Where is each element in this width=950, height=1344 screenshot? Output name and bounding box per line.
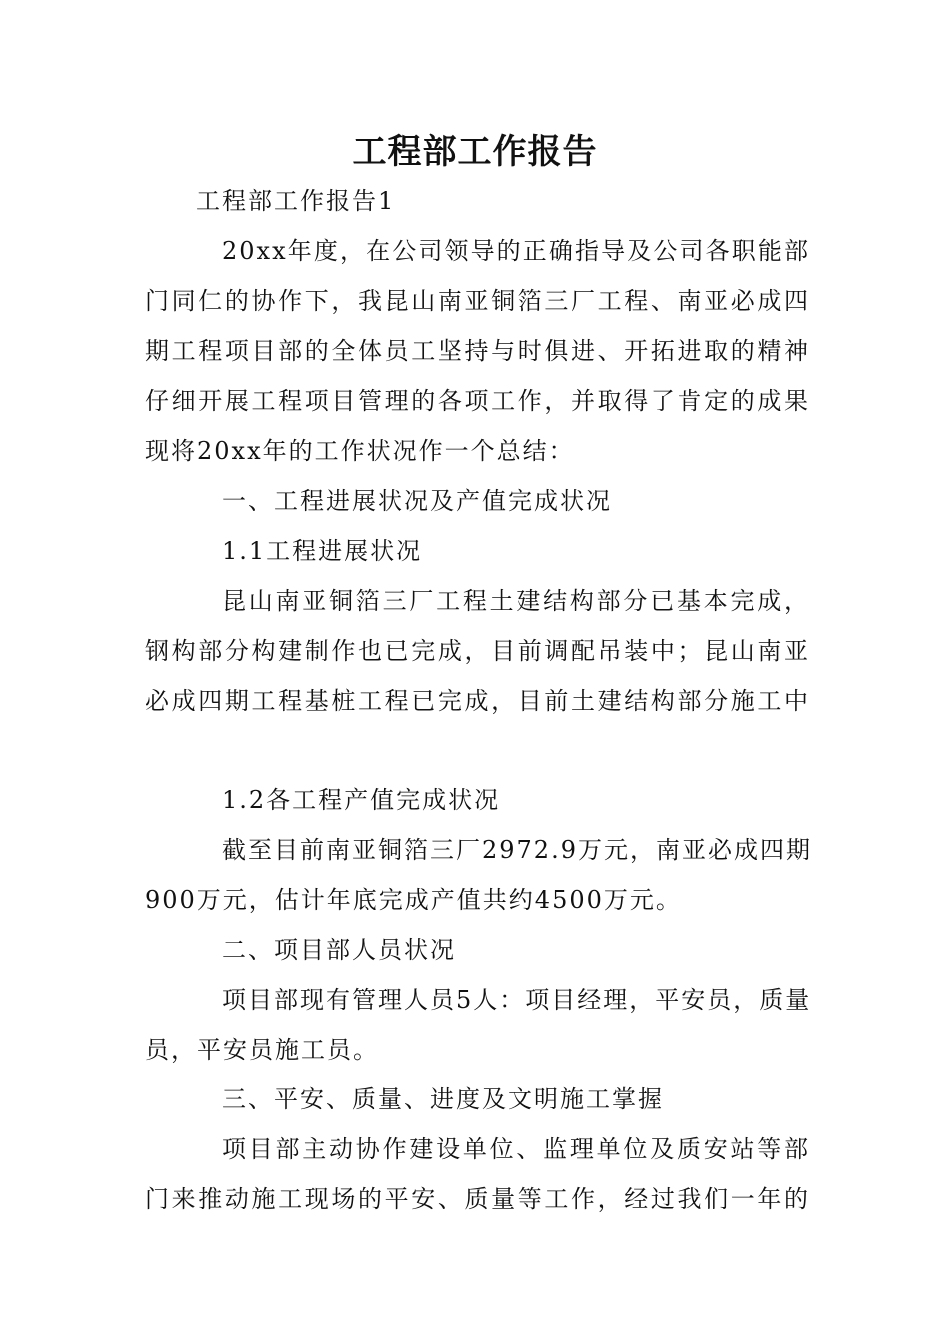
subsection-heading: 1.2各工程产值完成状况 [222,786,501,814]
paragraph-line: 期工程项目部的全体员工坚持与时俱进、开拓进取的精神 [145,337,810,365]
subsection-heading: 1.1工程进展状况 [222,537,423,565]
paragraph-line: 项目部现有管理人员5人：项目经理，平安员，质量 [222,986,812,1014]
section-heading: 一、工程进展状况及产值完成状况 [222,487,612,515]
report-subtitle: 工程部工作报告1 [196,187,396,215]
paragraph-line: 必成四期工程基桩工程已完成，目前土建结构部分施工中 [145,687,810,715]
paragraph-line: 门同仁的协作下，我昆山南亚铜箔三厂工程、南亚必成四 [145,287,810,315]
document-title: 工程部工作报告 [352,132,598,172]
paragraph-line: 门来推动施工现场的平安、质量等工作，经过我们一年的 [145,1185,810,1213]
paragraph-line: 昆山南亚铜箔三厂工程土建结构部分已基本完成， [222,587,810,615]
paragraph-line: 20xx年度，在公司领导的正确指导及公司各职能部 [222,237,810,265]
paragraph-line: 员，平安员施工员。 [145,1036,379,1064]
paragraph-line: 截至目前南亚铜箔三厂2972.9万元，南亚必成四期 [222,836,812,864]
paragraph-line: 现将20xx年的工作状况作一个总结： [145,437,575,465]
paragraph-line: 仔细开展工程项目管理的各项工作，并取得了肯定的成果 [145,387,810,415]
section-heading: 二、项目部人员状况 [222,936,456,964]
paragraph-line: 钢构部分构建制作也已完成，目前调配吊装中；昆山南亚 [145,637,810,665]
paragraph-line: 900万元，估计年底完成产值共约4500万元。 [145,886,682,914]
paragraph-line: 项目部主动协作建设单位、监理单位及质安站等部 [222,1135,810,1163]
section-heading: 三、平安、质量、进度及文明施工掌握 [222,1085,664,1113]
